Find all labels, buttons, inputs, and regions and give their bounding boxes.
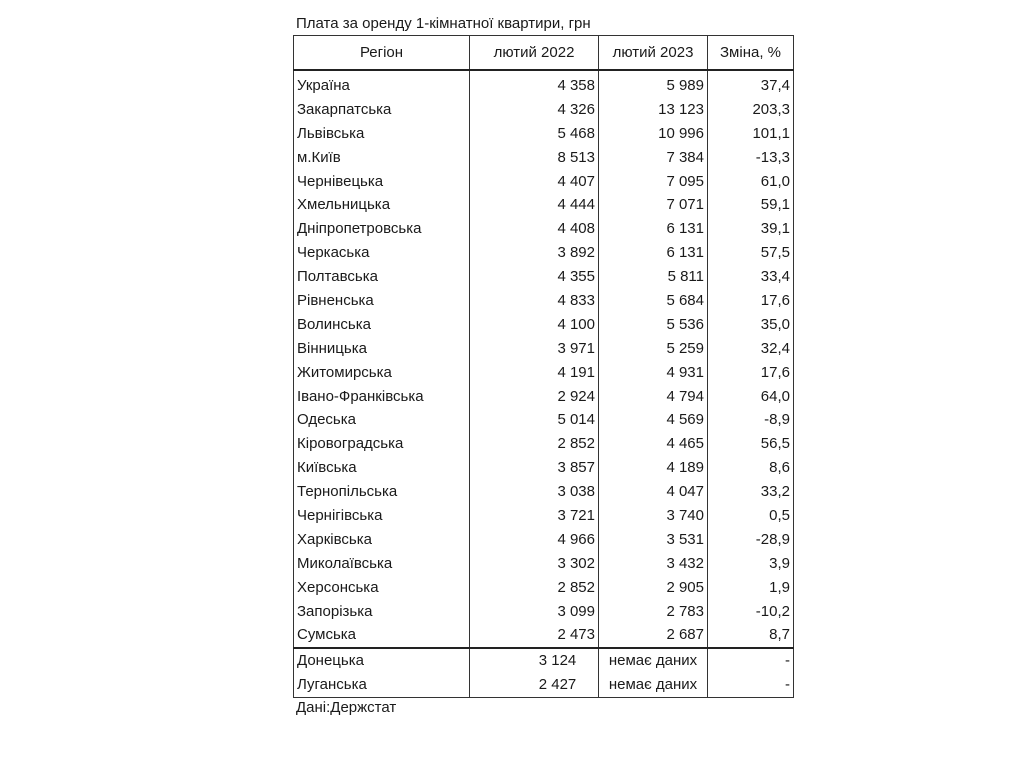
table-row: [294, 193, 794, 217]
table-row: [294, 217, 794, 241]
cell-feb-2023: 7 095: [599, 170, 708, 194]
cell-change: 17,6: [708, 361, 794, 385]
cell-region: Хмельницька: [294, 193, 470, 217]
cell-feb-2023: 7 384: [599, 146, 708, 170]
cell-feb-2022: 2 852: [470, 576, 599, 600]
table-body: [294, 70, 794, 648]
cell-feb-2022: 3 971: [470, 337, 599, 361]
cell-change: -10,2: [708, 600, 794, 624]
cell-region: Волинська: [294, 313, 470, 337]
cell-feb-2023: 6 131: [599, 217, 708, 241]
rent-table: [293, 35, 794, 698]
cell-feb-2023: 13 123: [599, 98, 708, 122]
cell-change: 64,0: [708, 385, 794, 409]
cell-feb-2023: 2 783: [599, 600, 708, 624]
cell-feb-2023: 4 794: [599, 385, 708, 409]
cell-region: Сумська: [294, 623, 470, 648]
cell-feb-2023: немає даних: [599, 673, 708, 697]
cell-change: -8,9: [708, 408, 794, 432]
cell-region: Одеська: [294, 408, 470, 432]
cell-change: 0,5: [708, 504, 794, 528]
cell-region: Херсонська: [294, 576, 470, 600]
cell-region: Харківська: [294, 528, 470, 552]
cell-region: м.Київ: [294, 146, 470, 170]
cell-change: 1,9: [708, 576, 794, 600]
cell-region: Луганська: [294, 673, 470, 697]
cell-feb-2022: 2 473: [470, 623, 599, 648]
cell-feb-2022: 8 513: [470, 146, 599, 170]
table-row: [294, 432, 794, 456]
cell-feb-2022: 4 326: [470, 98, 599, 122]
cell-feb-2023: 3 740: [599, 504, 708, 528]
table-row: [294, 408, 794, 432]
cell-feb-2022: 3 857: [470, 456, 599, 480]
cell-feb-2022: 3 038: [470, 480, 599, 504]
cell-change: -13,3: [708, 146, 794, 170]
cell-region: Чернівецька: [294, 170, 470, 194]
cell-feb-2022: 2 852: [470, 432, 599, 456]
cell-change: 35,0: [708, 313, 794, 337]
cell-feb-2022: 5 014: [470, 408, 599, 432]
cell-feb-2022: 3 721: [470, 504, 599, 528]
cell-feb-2022: 5 468: [470, 122, 599, 146]
table-row: [294, 385, 794, 409]
cell-feb-2022: 3 099: [470, 600, 599, 624]
cell-feb-2023: 5 684: [599, 289, 708, 313]
cell-feb-2023: 6 131: [599, 241, 708, 265]
cell-region: Івано-Франківська: [294, 385, 470, 409]
cell-feb-2022: 4 966: [470, 528, 599, 552]
cell-change: 3,9: [708, 552, 794, 576]
table-row: [294, 241, 794, 265]
cell-region: Київська: [294, 456, 470, 480]
cell-change: 33,4: [708, 265, 794, 289]
cell-change: 101,1: [708, 122, 794, 146]
cell-feb-2022: 4 407: [470, 170, 599, 194]
table-row: [294, 480, 794, 504]
table-row: [294, 313, 794, 337]
table-row: [294, 170, 794, 194]
source-note: Дані:Держстат: [296, 699, 397, 716]
cell-feb-2022: 2 924: [470, 385, 599, 409]
cell-feb-2022: 3 302: [470, 552, 599, 576]
cell-change: 8,6: [708, 456, 794, 480]
cell-feb-2023: 4 931: [599, 361, 708, 385]
cell-feb-2022: 4 191: [470, 361, 599, 385]
cell-feb-2023: 7 071: [599, 193, 708, 217]
cell-change: 33,2: [708, 480, 794, 504]
cell-region: Житомирська: [294, 361, 470, 385]
cell-feb-2023: 3 531: [599, 528, 708, 552]
cell-feb-2023: 4 465: [599, 432, 708, 456]
cell-feb-2022: 4 833: [470, 289, 599, 313]
header-feb-2023: лютий 2023: [599, 36, 708, 71]
cell-change: 17,6: [708, 289, 794, 313]
cell-region: Черкаська: [294, 241, 470, 265]
cell-change: 39,1: [708, 217, 794, 241]
cell-feb-2023: 4 189: [599, 456, 708, 480]
table-header-row: [294, 36, 794, 71]
cell-feb-2023: 2 905: [599, 576, 708, 600]
table-row: [294, 98, 794, 122]
table-row: [294, 576, 794, 600]
header-region: Регіон: [294, 36, 470, 71]
cell-change: 8,7: [708, 623, 794, 648]
cell-feb-2023: 4 047: [599, 480, 708, 504]
cell-feb-2022: 4 444: [470, 193, 599, 217]
cell-feb-2022: 4 100: [470, 313, 599, 337]
cell-feb-2023: 4 569: [599, 408, 708, 432]
table-row: [294, 337, 794, 361]
cell-change: 203,3: [708, 98, 794, 122]
table-row: [294, 623, 794, 648]
cell-change: 32,4: [708, 337, 794, 361]
cell-region: Кіровоградська: [294, 432, 470, 456]
header-change: Зміна, %: [708, 36, 794, 71]
cell-change: 61,0: [708, 170, 794, 194]
cell-region: Миколаївська: [294, 552, 470, 576]
cell-change: -: [708, 648, 794, 673]
cell-region: Тернопільська: [294, 480, 470, 504]
cell-change: 59,1: [708, 193, 794, 217]
cell-region: Запорізька: [294, 600, 470, 624]
cell-feb-2022: 4 355: [470, 265, 599, 289]
cell-change: 56,5: [708, 432, 794, 456]
table-row: [294, 289, 794, 313]
cell-region: Закарпатська: [294, 98, 470, 122]
table-row: [294, 504, 794, 528]
cell-feb-2023: немає даних: [599, 648, 708, 673]
cell-feb-2022: 2 427: [470, 673, 599, 697]
cell-feb-2023: 10 996: [599, 122, 708, 146]
cell-feb-2022: 4 408: [470, 217, 599, 241]
table-row: [294, 648, 794, 673]
cell-feb-2023: 5 536: [599, 313, 708, 337]
cell-change: 57,5: [708, 241, 794, 265]
cell-change: -: [708, 673, 794, 697]
table-row: [294, 528, 794, 552]
cell-feb-2023: 3 432: [599, 552, 708, 576]
table-row: [294, 122, 794, 146]
cell-change: 37,4: [708, 70, 794, 98]
cell-feb-2023: 5 811: [599, 265, 708, 289]
cell-region: Донецька: [294, 648, 470, 673]
cell-region: Рівненська: [294, 289, 470, 313]
cell-region: Львівська: [294, 122, 470, 146]
table-body-no-data: [294, 648, 794, 697]
cell-region: Дніпропетровська: [294, 217, 470, 241]
header-feb-2022: лютий 2022: [470, 36, 599, 71]
cell-region: Україна: [294, 70, 470, 98]
cell-feb-2023: 2 687: [599, 623, 708, 648]
cell-feb-2023: 5 989: [599, 70, 708, 98]
cell-feb-2022: 3 892: [470, 241, 599, 265]
table-row: [294, 673, 794, 697]
table-row: [294, 552, 794, 576]
table-row: [294, 456, 794, 480]
table-row: [294, 146, 794, 170]
table-row: [294, 265, 794, 289]
table-row: [294, 70, 794, 98]
cell-feb-2022: 3 124: [470, 648, 599, 673]
cell-feb-2022: 4 358: [470, 70, 599, 98]
cell-region: Полтавська: [294, 265, 470, 289]
cell-region: Вінницька: [294, 337, 470, 361]
table-row: [294, 600, 794, 624]
cell-feb-2023: 5 259: [599, 337, 708, 361]
cell-region: Чернігівська: [294, 504, 470, 528]
table-caption: Плата за оренду 1-кімнатної квартири, грн: [296, 15, 591, 32]
table-row: [294, 361, 794, 385]
cell-change: -28,9: [708, 528, 794, 552]
